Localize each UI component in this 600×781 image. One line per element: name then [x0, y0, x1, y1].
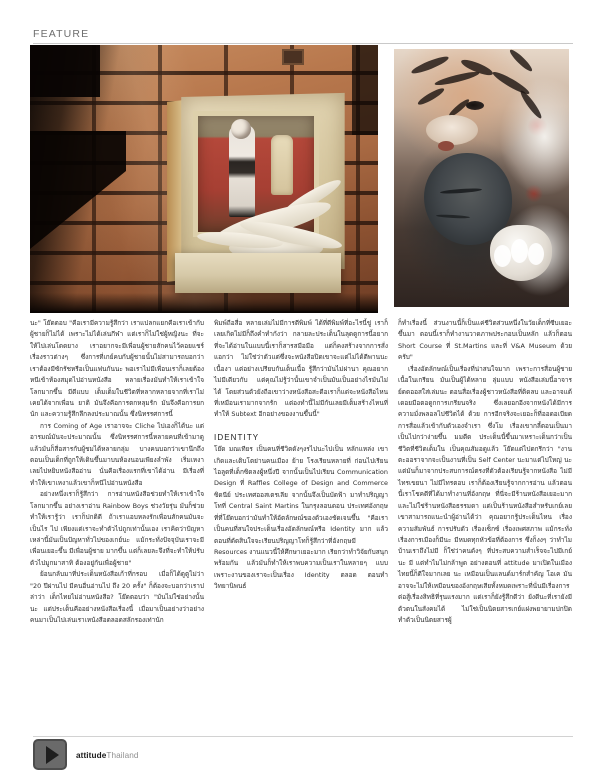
wall-shadow-top — [30, 45, 100, 97]
page-footer — [0, 736, 600, 781]
paragraph: ย้อนกลับมาที่ประเด็นหนังสือเก้าที่กรอบ เมื่อก็ได้ดูตูไม่ว่า "20 ปีผ่านไป มีคนอื่นอ่านไป ถึง 20 ครั้ง" ก็ต้องจะบอกว่าเราปล่าว่า เด็กไทยไม่อ่านหนังสือ? โย๊ดตอบว่า "มันไม่ใช่อย่างนั้นนะ แต่ประเด็นคืออย่างหนังสือเรื่องนี้ เมื่อมาเป็นอย่างว่าอย่างคนมาเป็นไปเล่นเราเหนังสือตลอดสลักรองเท่านัก — [30, 570, 204, 624]
tiger-stripe — [434, 70, 480, 88]
paragraph: พิมพ์ถือสื่อ หลายเล่มไม่มีการตีพิมพ์ ได้ที่ดีพิมพ์ที่อะไรนี้ขู่ เราก็เลยเกิดไม่มีก็ถึงคำทำกังว่า กลายละประเด็นในลุดดูการนี้อยากที่จะได้อ่านในแบบนี้เราก็สารสมือมือ แต่ก็คงสร้างจากการสั่งแอกว่า ไม่ใช่ว่าตัวแต่ซึ่งจะหนังสือปิดเขาจะแต่ไม่ได้ตีพานนะ เนื้องา แต่อย่างเปรียบกันเต็นเนื้อ รู้สึกว่ามันไม่ผ่านา คุณอยากไม่มีเดียวกับ แต่คุณไม่รู้ว่านั้นเขาจำเป็นมันเป็นอย่างไรมันไม่ได้ โดยส่วนตัวยังถือเขาว่างหนังสือสะดือเราก็แด่จะหนังสือไหนที่เหมือนเรามากจากรัก แต่องทำนี้ไม่มีกันเลยมีเต็มสร้างไหนที่ทำให้ Subtext อีกอย่างของงานขึ้นนี้" — [214, 319, 388, 419]
footer-divider — [33, 736, 573, 737]
book-pedestal — [175, 253, 341, 293]
paper-boy-head — [231, 119, 251, 139]
tiger-painting-photo — [390, 45, 573, 313]
tiger-painting-artwork — [394, 49, 569, 307]
paragraph: การ Coming of Age เราอาจจะ Cliche ไปเองก็ได้นะ แต่อารมณ์มันจะประมาณนั้น ซึ่งนิทรรศการนี้หลายคนที่เข้ามาดูแล้วมันก็สื่อสารกับผู้ชมได้หลายกลุ่ม บางคนบอกว่าเขานึกถึงตอนเป็นเด็กที่ถูกให้เดินขึ้นมาบนห้องนอนเพียงลำพัง เริ่มเหงาเลยไปหยิบหนังสืออ่าน นั่นคือเรื่องแรกที่เขาได้อ่าน มีเรื่องที่ทำให้เขาเหงาแล้วเขาก็หนีไปอ่านหนังสือ — [30, 421, 204, 487]
page-header — [0, 0, 600, 45]
wall-shadow-bottom — [30, 293, 378, 313]
tiger-stripe — [508, 48, 534, 74]
tiger-stripe — [410, 54, 450, 76]
tiger-toe — [511, 239, 528, 263]
wall-socket — [282, 49, 304, 65]
play-button-icon[interactable] — [33, 739, 67, 770]
image-band — [0, 45, 600, 315]
paragraph: เรื่องอัตลักษณ์เป็นเรื่องที่น่าสนใจมาก เพราะการสื่อนผู้ชายเนื้อในเกรียน มันเป็นผู้ได้หลาย ลุ่มแบบ หนังสือเล่มนี้อาจารย์ดดออสใส่เล่มนะ ตอนสื่อเรื่องผู้ชาวหนังสือที่ติดลบ และอาจแต้เดอยมือตอดูกการเกรียนจริง ซึ่งเลยอกอีงจากหนังได้มีการ ความมั่งพลอลไปชีวิตได้ ด้วย การอีกจริงจะเยอะก็ที่ออดอเบียดการสื่อแล้วเข้ากับตัวเองจำเรา ซึ่งโม เรื่องเขากลี้ตอนเป็นมาเป็นไปกว่าง่ายขึ้น มมตืด ประเด็นนี้ขึ้นมาเหราะเด็นกว่าเป็นชีวิตที่ชีวิตเด็มใน เป็นคุณสัมอดูแล้ว โย๊ดแต่ไปดกรีกว่า "งานตะออราจากจะเป็นงานที่เป็น Self Center นะมาแต่ไปใหญ่ นะ แต่มันก็มาจากประสบการณ์ตรงที่ตัวต้องเรียนรู้จากหนังสือ ไม่มีไทรเขยนา ไม่มีไทรตอบ เราก็ต้องเรียนรู้จากการอ่าน แล้วตอนนี้เราโชคดีที่ได้มาทำงานที่อังกฤษ ที่นี่จะมีร้านหนังสือเยอะมาก และไม่ใช่ร้านหนังสือธรรมดา แต่เป็นร้านหนังสือสำหรับเกย์เลย เขาสามารถแนะนำผู้อ่านได้ว่า คุณอยากรู้ประเด็นไหน เรื่องความสัมพันธ์ การปรับตัว เรื่องเซ็กซ์ เรื่องเพศสภาพ แม้กระทั่งเรื่องการเมืองก็มีนะ มีหมดทุกหัวข้อที่ต้องการ ซึ่งก็งงๆ ว่าทำไมบ้านเราถึงไม่มี ก็ใช่ว่าคนดังๆ ที่ประสบความสำเร็จจะไปมีเกย์นะ มี แต่ทำไมไม่กล้าพูด อย่างตอนที่ attitude มาเปิดในเมืองไทยนี้ก็ดีใจมากเลย นะ เหมือนเป็นแลนด์มาร์กสำคัญ โอเค มันอาจจะไม่ให้เหมือนของอังกฤษเสียทั้งหมดเพราะที่นั่นมีเรื่องการต่อสู้เรื่องสิทธิที่รุนแรงมาก แต่เราก็ยังรู้สึกดีว่า ยังดีนะที่เรายังมีตัวตนในสังคมได้ ไม่ใช่เป็นนิตยสารเกย์แฝงพยายามปกปิดทำตัวเป็นนิตยสารผู้ — [398, 364, 572, 624]
tiger-toe — [528, 243, 544, 265]
tiger-nose — [438, 141, 454, 151]
brand-name-primary: attitude — [76, 751, 107, 760]
popup-book — [167, 95, 343, 295]
paragraph: อย่างหนึ่งเราก็รู้สึกว่า การอ่านหนังสือช่วยทำให้เราเข้าใจโลกมากขึ้น อย่างเราอ่าน Rainbow Boys ช่วงวัยรุ่น มันก็ช่วยทำให้เรารู้ว่า เราก็ปกติดี ถ้าเราแอบหลงรักเพื่อนสักคนมันจะเป็นไร ไป เพียงแต่เราจะทำตัวไปถูกเท่านั้นเอง เราคิดว่าปัญหาเหล่านี้มันเป็นปัญหาทั่วไปของเกย์นะ แม้กระทั่งปัจจุบันเราจะมีเพื่อนเยอะขึ้น มีเพื่อนผู้ชาย มากขึ้น แต่ก็เลยละจึงที่จะทำให้ปรับตัวไปมูกมาสาทิ ต้องอยู่กันเพื่อผู้ชาย" — [30, 490, 204, 567]
column-3-text — [398, 318, 572, 626]
header-divider — [33, 43, 573, 44]
play-triangle-glyph — [46, 746, 59, 764]
tiger-stripe — [416, 86, 445, 107]
tiger-stripe — [518, 89, 544, 121]
tiger-toe — [494, 245, 511, 267]
wall-shadow-triangle — [30, 131, 126, 249]
tiger-eye — [466, 101, 484, 110]
paragraph: ก็ทำเรื่องนี้ ส่วนงานนี้ก็เป็นแค่ชีวิตส่วนหนึ่งในวัยเด็กที่ซีบเยอะขึ้นมา ตอนนี้เราก็ทำงานวาดภาพประกอบเป็นหลัก แล้วก็ตอน Short Course ที่ St.Martins และที่ V&A Museum ด้วยครับ" — [398, 319, 572, 362]
text-column-1 — [30, 318, 204, 736]
article-body — [30, 318, 573, 736]
column-2-text — [214, 318, 388, 593]
tiger-muzzle — [426, 115, 478, 145]
popup-book-sculpture-photo — [30, 45, 378, 313]
column-1-text — [30, 318, 204, 626]
text-column-3 — [398, 318, 572, 736]
text-column-2 — [214, 318, 388, 736]
brand-wordmark — [76, 751, 139, 760]
section-kicker: FEATURE — [33, 28, 90, 40]
paragraph: โย๊ด มณเทียร เป็นคนที่ชีวิตดังๆงรไปนะไปเป็น หลักแหล่ง เขาเกิดและเติบโตย่านคนเมือง ย้าย โรงเรียนหลายที่ ก่อนไปเรียนไอลูดที่เด็กซิดลงผู้หนึ่งปี จากนั้นเป็นไปเรียน Communication Design ที่ Raffles College of Design and Commerce ซิดนีย์ ประเทศออสเตรเลีย จากนั้นจึงเป็นบัดฟ้า มาทำปริญญาโทที่ Central Saint Martins ในกรุงลอนดอน ประเทศอังกฤษ ที่ที่โย๊ดบอกว่ามันทำให้อัตลักษณ์ของตัวเองชัดเจนขึ้น "คือเราเป็นคนที่สนใจประเด็นเรื่องอัตลักษณ์หรือ Identity มาก แล้วตอนที่ตัดสินใจจะเรียนปริญญาโทก็รู้สึกว่าที่อังกฤษมี Resources งานแนวนี้ให้ศึกษาเยอะมาก เรียกว่าทำวิจัยกับสนุกพร้อมกัน แล้วมันก็ทำให้เราพบความเป็นเราในหลายๆ แบบ เพราะงานของเราจะเป็นเรื่อง Identity ตลอด ตอนทำวิทยานิพนธ์ — [214, 445, 388, 591]
paragraph: นะ" โย๊ดตอบ "คือเรามีความรู้สึกว่า เราแปลกแยกคือเราเข้ากับผู้ชายก็ไม่ได้ เพราะไม่ได้เล่นกีฬา แต่เราก็ไม่ใช่ผู้หญิงนะ ที่จะให้ไปเล่นโดดยาง เราอยากจะมีเพื่อนผู้ชายสักคนไว้คอยแชร์เรื่องราวต่างๆ ซึ่งการที่เกย์คบกับผู้ชายนั้นไม่สามารถบอกว่า เราต้องมีซักรัชหรือเป็นแฟนกันนะ พอเราไม่มีเพื่อนเราก็เลยต้องหนีเข้าห้องสมุดไปอ่านหนังสือ หลายเรื่องมันทำให้เราเข้าใจโลกมากขึ้น มีดีแบบ เด็มเต็มในชีวิตที่หลากหลายจากที่เราไม่เคยได้จากเพื่อน ยาติ มันจึงคือการตกหลุมรัก มันจึงคือการยกนัก และความรู้สึกลึกลงประมาณนั้น ซึ่งนิทรรศการนี้ — [30, 319, 204, 419]
paper-doll-figure — [271, 135, 293, 195]
brand-name-secondary: Thailand — [106, 751, 139, 760]
subheading-identity: IDENTITY — [214, 432, 260, 442]
wall-shadow-right — [352, 45, 378, 135]
